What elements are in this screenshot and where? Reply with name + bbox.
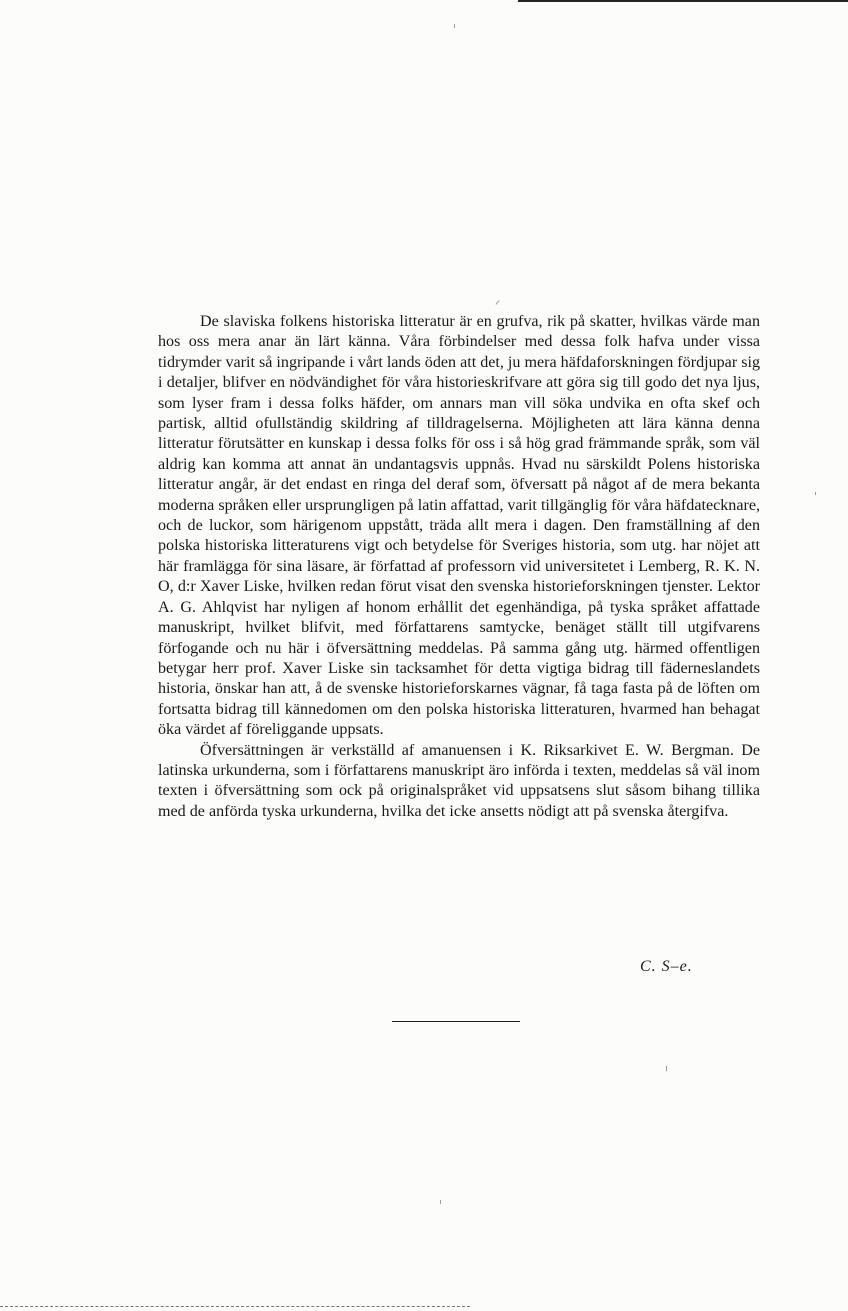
body-text [158,312,760,822]
page-top-edge [518,0,848,2]
scan-mark [496,300,500,304]
signature: C. S–e. [640,958,693,975]
scan-mark [440,1200,441,1204]
paragraph-2: Öfversättningen är verkställd af amanuensen i K. Riksarkivet E. W. Bergman. De latinska urkunderna, som i författarens manuskript äro införda i texten, meddelas så väl inom texten i öfversättning som ock på originalspråket vid uppsatsens slut såsom bihang tillika med de anförda tyska urkunderna, hvilka det icke ansetts nödigt att på svenska återgifva. [158,741,760,820]
section-divider [392,1021,520,1022]
paragraph-1: De slaviska folkens historiska litteratur är en grufva, rik på skatter, hvilkas värde man hos oss mera anar än lärt känna. Våra förbindelser med dessa folk hafva under vissa tidrymder varit så ingripande i vårt lands öden att det, ju mera häfdaforskningen fördjupar sig i detaljer, blifver en nödvändighet för våra historieskrifvare att göra sig till godo det nya ljus, som lyser fram i dessa folks häfder, om annars man vill söka undvika en ofta skef och partisk, alltid ofullständig skildring af tilldragelserna. Möjligheten att lära känna denna litteratur förutsätter en kunskap i dessa folks för oss i så hög grad främmande språk, som väl aldrig kan komma att annat än undantagsvis uppnås. Hvad nu särskildt Polens historiska litteratur angår, är det endast en ringa del deraf som, öfversatt på något af de mera bekanta moderna språken eller ursprungligen på latin affattad, varit tillgänglig för våra häfdatecknare, och de luckor, som härigenom uppstått, träda allt mera i dagen. Den framställning af den polska historiska litteraturens vigt och betydelse för Sveriges historia, som utg. har nöjet att här framlägga för sina läsare, är författad af professorn vid universitetet i Lemberg, R. K. N. O, d:r Xaver Liske, hvilken redan förut visat den svenska historieforskningen tjenster. Lektor A. G. Ahlqvist har nyligen af honom erhållit det egenhändiga, på tyska språket affattade manuskript, hvilket blifvit, med författarens samtycke, benäget ställt till utgifvarens förfogande och nu här i öfversättning meddelas. På samma gång utg. härmed offentligen betygar herr prof. Xaver Liske sin tacksamhet för detta vigtiga bidrag till fäderneslandets historia, önskar han att, å de svenske historieforskarnes vägnar, få taga fasta på de löften om fortsatta bidrag till kännedomen om den polska historiska litteraturen, hvarmed han behagat öka värdet af föreliggande uppsats. [158,313,760,739]
scan-mark [454,24,455,28]
scan-mark [815,492,816,495]
scan-mark [666,1066,667,1071]
page-bottom-edge [0,1306,470,1308]
